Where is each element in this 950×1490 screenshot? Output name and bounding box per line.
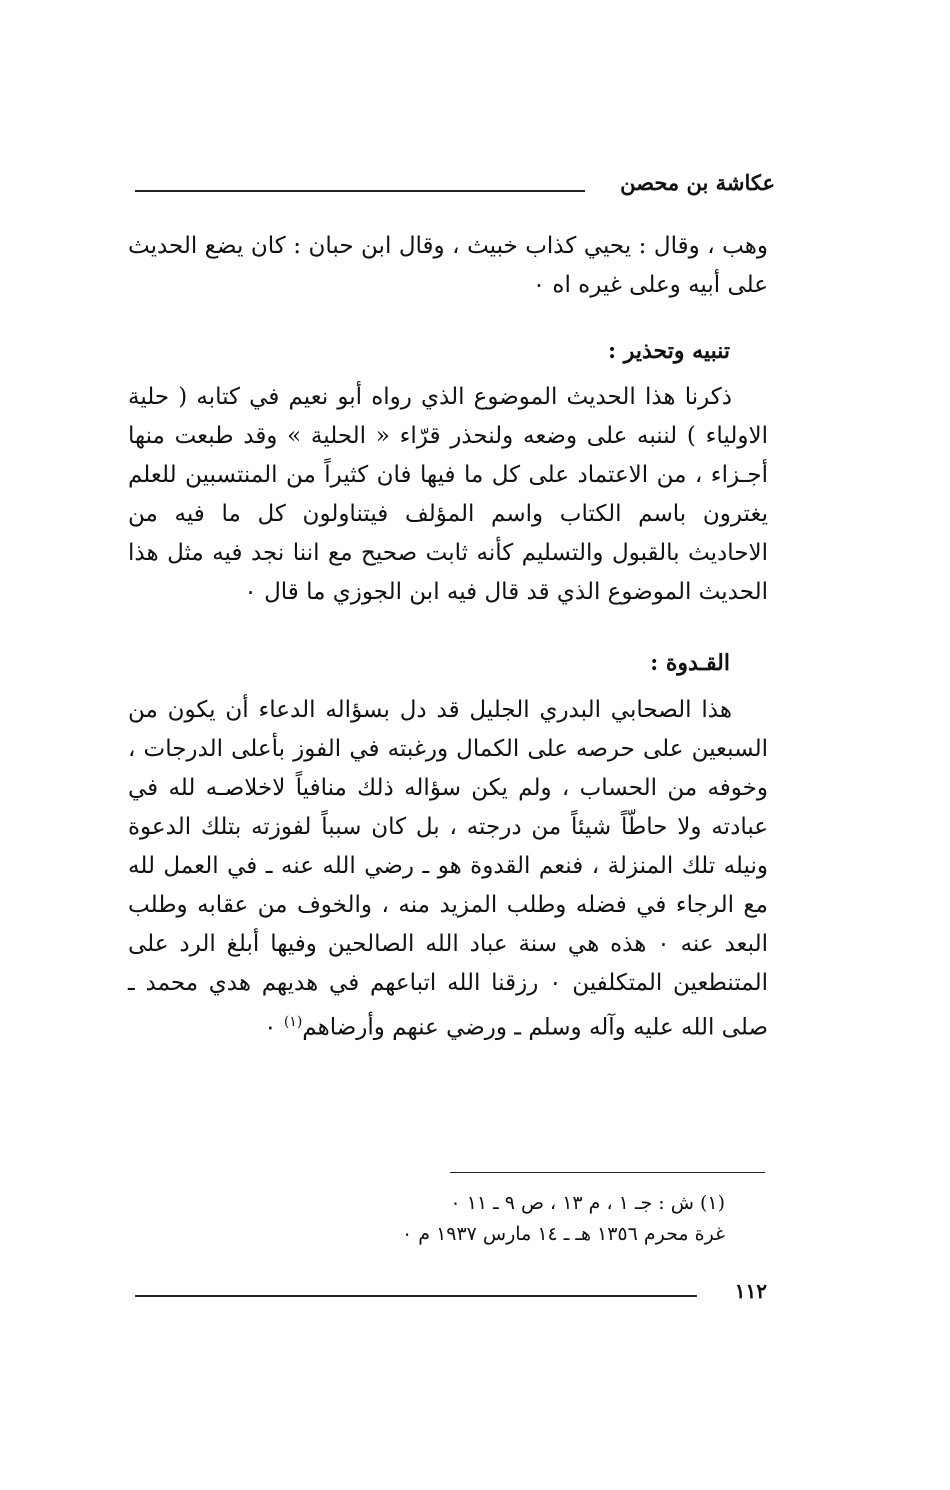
model-heading: القـدوة : [650, 650, 730, 676]
model-paragraph-body: هذا الصحابي البدري الجليل قد دل بسؤاله الدعاء أن يكون من السبعين على حرصه على الكمال ورغبته في الفوز بأعلى الدرجات ، وخوفه من الحساب ، ولم يكن سؤاله ذلك منافياً لاخلاصـه لله في عبادته ولا حاطّاً شيئاً من درجته ، بل كان سبباً لفوزته بتلك الدعوة ونيله تلك المنزلة ، فنعم القدوة هو ـ رضي الله عنه ـ في العمل لله مع الرجاء في فضله وطلب المزيد منه ، والخوف من عقابه وطلب البعد عنه ٠ هذه هي سنة عباد الله الصالحين وفيها أبلغ الرد على المتنطعين المتكلفين ٠ رزقنا الله اتباعهم في هديهم هدي محمد ـ صلى الله عليه وآله وسلم ـ ورضي عنهم وأرضاهم [128, 697, 768, 1041]
footnote-1: (١) ش : جـ ١ ، م ١٣ ، ص ٩ ـ ١١ ٠ [450, 1192, 725, 1214]
model-paragraph [128, 691, 768, 1048]
page-number: ١١٢ [734, 1279, 767, 1303]
footnote-rule [450, 1172, 765, 1173]
warning-paragraph: ذكرنا هذا الحديث الموضوع الذي رواه أبو نعيم في كتابه ( حلية الاولياء ) لننبه على وضعه ولنحذر قرّاء « الحلية » وقد طبعت منها أجـزاء ، من الاعتماد على كل ما فيها فان كثيراً من المنتسبين للعلم يغترون باسم الكتاب واسم المؤلف فيتناولون كل ما فيه من الاحاديث بالقبول والتسليم كأنه ثابت صحيح مع اننا نجد فيه مثل هذا الحديث الموضوع الذي قد قال فيه ابن الجوزي ما قال ٠ [128, 384, 768, 605]
footnote-date: غرة محرم ١٣٥٦ هـ ـ ١٤ مارس ١٩٣٧ م ٠ [402, 1223, 725, 1245]
intro-paragraph: وهب ، وقال : يحيي كذاب خبيث ، وقال ابن حبان : كان يضع الحديث على أبيه وعلى غيره اه ٠ [128, 233, 768, 298]
footnote-marker: (١) [283, 1014, 303, 1030]
page-footer [135, 1276, 775, 1306]
header-rule [135, 190, 585, 192]
warning-heading: تنبيه وتحذير : [607, 338, 730, 364]
warning-text [128, 378, 768, 612]
model-text [128, 691, 768, 1048]
footer-rule [135, 1295, 697, 1297]
intro-text [128, 227, 768, 305]
running-title: عكاشة بن محصن [620, 170, 775, 195]
running-header [135, 168, 775, 200]
model-paragraph-end: ٠ [264, 1014, 284, 1041]
footnotes [205, 1188, 725, 1250]
